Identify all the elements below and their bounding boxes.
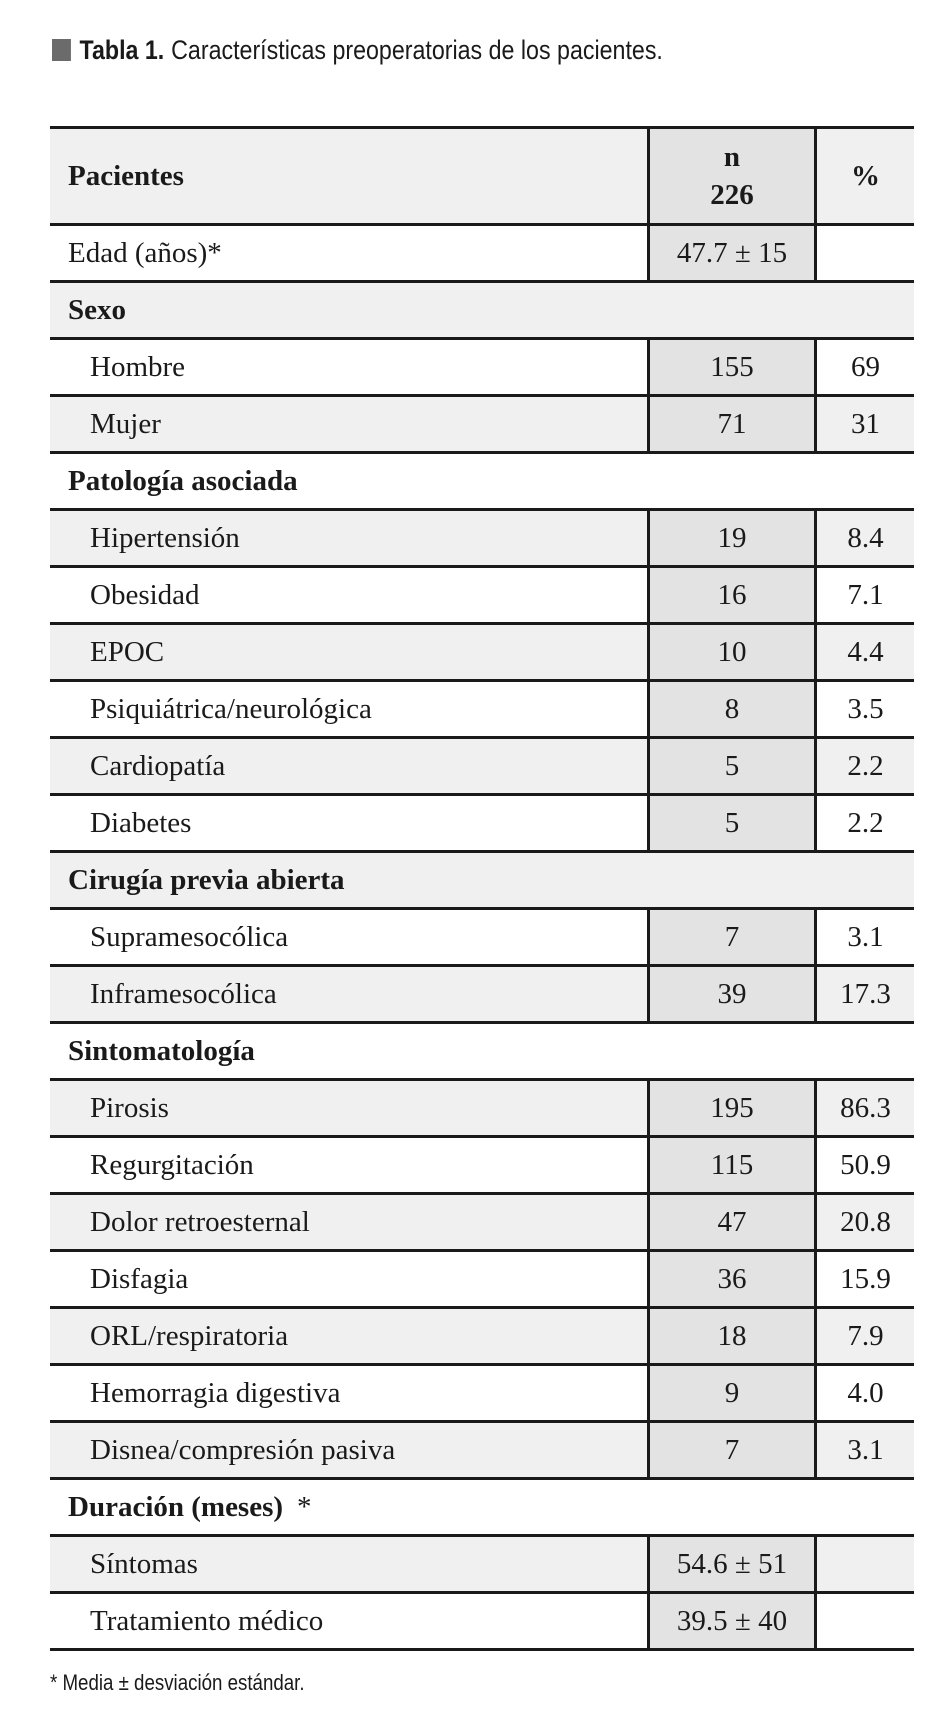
header-n-total: 226 (710, 179, 754, 211)
row-n: 18 (647, 1309, 817, 1363)
section-row-sexo (50, 283, 914, 340)
table-footnote: * Media ± desviación estándar. (50, 1670, 305, 1695)
row-n: 7 (647, 1423, 817, 1477)
header-percent: % (817, 129, 914, 223)
table-row (50, 397, 914, 454)
header-n (647, 129, 817, 223)
table-row (50, 1252, 914, 1309)
row-label: Inframesocólica (50, 967, 647, 1021)
row-pct: 15.9 (840, 1262, 891, 1295)
row-pct (817, 226, 914, 280)
table-row (50, 1195, 914, 1252)
section-row-cirugia (50, 853, 914, 910)
row-label: EPOC (50, 625, 647, 679)
row-pct: 50.9 (840, 1148, 891, 1181)
section-title-marker: * (297, 1490, 312, 1523)
section-row-patologia (50, 454, 914, 511)
table-row (50, 340, 914, 397)
row-pct: 4.4 (817, 625, 914, 679)
section-title: Sintomatología (50, 1024, 914, 1078)
row-label: Tratamiento médico (90, 1604, 324, 1637)
caption-text: Características preoperatorias de los pacientes. (171, 34, 663, 65)
table-row (50, 682, 914, 739)
section-title: Cirugía previa abierta (50, 853, 914, 907)
table-row (50, 1594, 914, 1651)
row-n: 16 (647, 568, 817, 622)
row-label: Diabetes (90, 806, 192, 839)
row-label: Hombre (90, 350, 186, 383)
section-row-duracion (50, 1480, 914, 1537)
row-label: Mujer (50, 397, 647, 451)
row-pct: 20.8 (817, 1195, 914, 1249)
row-n: 47 (647, 1195, 817, 1249)
table-header-row (50, 129, 914, 226)
row-n: 5 (647, 796, 817, 850)
table-caption (52, 30, 663, 70)
table-row (50, 511, 914, 568)
table-row (50, 568, 914, 625)
table-row (50, 796, 914, 853)
row-label: Edad (años)* (68, 236, 222, 269)
row-pct: 3.1 (817, 1423, 914, 1477)
row-n: 10 (647, 625, 817, 679)
row-pct: 31 (817, 397, 914, 451)
row-n: 155 (647, 340, 817, 394)
row-pct: 3.1 (847, 920, 884, 953)
table-row (50, 1537, 914, 1594)
section-title: Sexo (50, 283, 914, 337)
row-pct: 69 (851, 350, 880, 383)
row-n: 39.5 ± 40 (647, 1594, 817, 1648)
row-label: Pirosis (50, 1081, 647, 1135)
row-n: 5 (647, 739, 817, 793)
table-row (50, 1423, 914, 1480)
section-row-sintomatologia (50, 1024, 914, 1081)
row-label: Disfagia (90, 1262, 189, 1295)
row-pct: 86.3 (817, 1081, 914, 1135)
row-pct (817, 1537, 914, 1591)
row-pct: 8.4 (817, 511, 914, 565)
row-n: 47.7 ± 15 (647, 226, 817, 280)
table-row (50, 1366, 914, 1423)
header-n-label: n (723, 141, 741, 173)
caption-label: Tabla 1. (79, 34, 165, 65)
row-n: 115 (647, 1138, 817, 1192)
row-pct (817, 1594, 914, 1648)
table-row (50, 1309, 914, 1366)
row-n: 71 (647, 397, 817, 451)
table-row-edad (50, 226, 914, 283)
table-row (50, 910, 914, 967)
table-row (50, 1081, 914, 1138)
table-row (50, 967, 914, 1024)
row-n: 54.6 ± 51 (647, 1537, 817, 1591)
row-label: Supramesocólica (90, 920, 289, 953)
table-row (50, 1138, 914, 1195)
row-n: 9 (647, 1366, 817, 1420)
table-row (50, 739, 914, 796)
row-n: 7 (647, 910, 817, 964)
row-label: Disnea/compresión pasiva (50, 1423, 647, 1477)
row-label: Síntomas (50, 1537, 647, 1591)
row-pct: 7.9 (817, 1309, 914, 1363)
section-title (50, 1480, 914, 1534)
row-pct: 2.2 (817, 739, 914, 793)
row-pct: 7.1 (847, 578, 884, 611)
row-n: 195 (647, 1081, 817, 1135)
caption-square-icon (52, 39, 71, 61)
row-pct: 3.5 (847, 692, 884, 725)
row-label: Hipertensión (50, 511, 647, 565)
table-row (50, 625, 914, 682)
row-n: 36 (647, 1252, 817, 1306)
row-n: 8 (647, 682, 817, 736)
row-label: Dolor retroesternal (50, 1195, 647, 1249)
row-pct: 2.2 (847, 806, 884, 839)
row-label: Psiquiátrica/neurológica (90, 692, 372, 725)
row-label: Hemorragia digestiva (90, 1376, 341, 1409)
row-n: 19 (647, 511, 817, 565)
row-label: Regurgitación (90, 1148, 254, 1181)
section-title-text: Duración (meses) (68, 1490, 284, 1523)
row-label: Obesidad (90, 578, 200, 611)
row-n: 39 (647, 967, 817, 1021)
header-patients: Pacientes (50, 129, 647, 223)
section-title: Patología asociada (50, 454, 914, 508)
row-label: ORL/respiratoria (50, 1309, 647, 1363)
row-label: Cardiopatía (50, 739, 647, 793)
row-pct: 4.0 (847, 1376, 884, 1409)
row-pct: 17.3 (817, 967, 914, 1021)
patient-characteristics-table (50, 126, 914, 1651)
